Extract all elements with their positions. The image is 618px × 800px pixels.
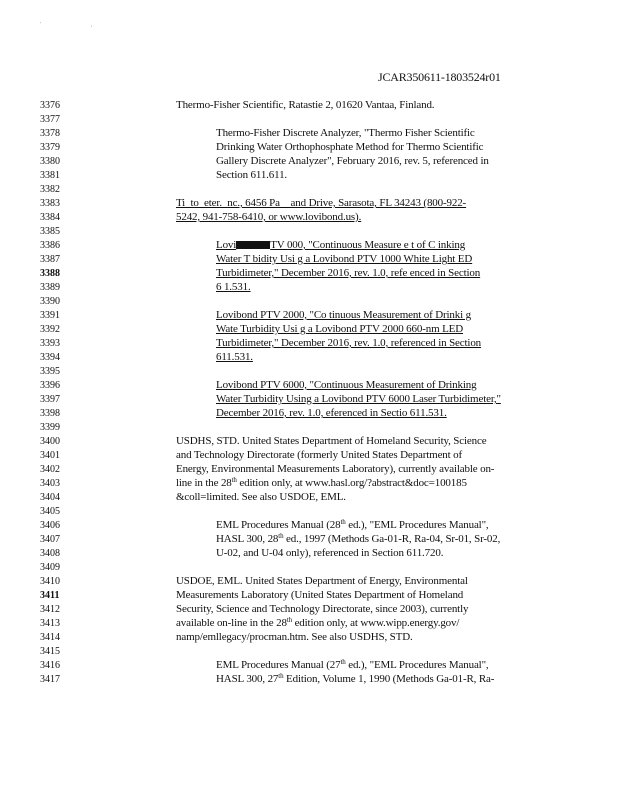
- line-3405: [0, 505, 618, 518]
- line-text: [216, 519, 489, 532]
- line-text-part: line in the 28: [176, 477, 232, 489]
- line-text: [216, 659, 489, 672]
- line-3392: [0, 323, 618, 336]
- line-3383: [0, 197, 618, 210]
- line-3417: [0, 673, 618, 686]
- line-text-part: Edition, Volume 1, 1990 (Methods Ga-01-R, Ra-: [283, 673, 495, 685]
- line-text: Lovibond PTV 2000, "Co tinuous Measurement of Drinki g: [216, 309, 471, 321]
- line-text: [176, 617, 459, 630]
- superscript: th: [278, 672, 284, 680]
- superscript: th: [278, 532, 284, 540]
- superscript: th: [340, 518, 346, 526]
- line-3393: [0, 337, 618, 350]
- line-text-part: ed.), "EML Procedures Manual",: [345, 519, 489, 531]
- line-number: 3412: [40, 604, 60, 615]
- line-text: Turbidimeter," December 2016, rev. 1.0, referenced in Section: [216, 337, 482, 349]
- line-number: 3386: [40, 240, 60, 251]
- line-text: Section 611.611.: [216, 169, 288, 181]
- line-text: Gallery Discrete Analyzer", February 2016, rev. 5, referenced in: [216, 155, 489, 167]
- line-text: USDOE, EML. United States Department of Energy, Environmental: [176, 575, 468, 587]
- line-number: 3417: [40, 674, 60, 685]
- line-text-part: EML Procedures Manual (27: [216, 659, 341, 671]
- line-text: Thermo-Fisher Discrete Analyzer, "Thermo Fisher Scientific: [216, 127, 475, 139]
- line-text: Water Turbidity Using a Lovibond PTV 6000 Laser Turbidimeter,": [216, 393, 501, 405]
- line-text-part: HASL 300, 28: [216, 533, 279, 545]
- line-number: 3392: [40, 324, 60, 335]
- line-text: December 2016, rev. 1.0, eferenced in Sectio 611.531.: [216, 407, 447, 419]
- line-text: 5242, 941-758-6410, or www.lovibond.us).: [176, 211, 362, 223]
- line-3411: [0, 589, 618, 602]
- line-text-part: ed., 1997 (Methods Ga-01-R, Ra-04, Sr-01, Sr-02,: [283, 533, 501, 545]
- document-id: JCAR350611-1803524r01: [378, 70, 501, 84]
- line-number: 3376: [40, 100, 60, 111]
- line-number: 3406: [40, 520, 60, 531]
- line-number: 3398: [40, 408, 60, 419]
- line-text: Thermo-Fisher Scientific, Ratastie 2, 01620 Vantaa, Finland.: [176, 99, 435, 111]
- line-3401: [0, 449, 618, 462]
- line-number: 3415: [40, 646, 60, 657]
- line-number: 3380: [40, 156, 60, 167]
- superscript: th: [231, 476, 237, 484]
- line-text: U-02, and U-04 only), referenced in Section 611.720.: [216, 547, 444, 559]
- line-3379: [0, 141, 618, 154]
- line-text-part: available on-line in the 28: [176, 617, 287, 629]
- line-3386: [0, 239, 618, 252]
- line-3408: [0, 547, 618, 560]
- scan-marks: ' ,: [40, 22, 117, 28]
- line-text: Wate Turbidity Usi g a Lovibond PTV 2000 660-nm LED: [216, 323, 464, 335]
- line-number: 3387: [40, 254, 60, 265]
- line-text: 6 1.531.: [216, 281, 251, 293]
- line-number: 3379: [40, 142, 60, 153]
- line-3398: [0, 407, 618, 420]
- line-number: 3389: [40, 282, 60, 293]
- line-3390: [0, 295, 618, 308]
- superscript: th: [340, 658, 346, 666]
- line-3384: [0, 211, 618, 224]
- line-3396: [0, 379, 618, 392]
- line-3406: [0, 519, 618, 532]
- line-text: Security, Science and Technology Directorate, since 2003), currently: [176, 603, 469, 615]
- line-text: [216, 533, 500, 546]
- line-3389: [0, 281, 618, 294]
- line-text: namp/emllegacy/procman.htm. See also USDHS, STD.: [176, 631, 413, 643]
- line-text: Turbidimeter," December 2016, rev. 1.0, refe enced in Section: [216, 267, 481, 279]
- line-number: 3384: [40, 212, 60, 223]
- line-3394: [0, 351, 618, 364]
- line-text-part: HASL 300, 27: [216, 673, 279, 685]
- line-3400: [0, 435, 618, 448]
- line-text-part: EML Procedures Manual (28: [216, 519, 341, 531]
- line-3415: [0, 645, 618, 658]
- line-number: 3404: [40, 492, 60, 503]
- line-number: 3383: [40, 198, 60, 209]
- line-number: 3410: [40, 576, 60, 587]
- line-3377: [0, 113, 618, 126]
- line-3404: [0, 491, 618, 504]
- line-3376: [0, 99, 618, 112]
- line-3380: [0, 155, 618, 168]
- line-text: [176, 477, 467, 490]
- line-text: &coll=limited. See also USDOE, EML.: [176, 491, 346, 503]
- line-text: Lovibond PTV 6000, "Continuous Measurement of Drinking: [216, 379, 477, 391]
- line-number: 3377: [40, 114, 60, 125]
- line-3402: [0, 463, 618, 476]
- line-text: [216, 673, 494, 686]
- line-number: 3385: [40, 226, 60, 237]
- line-number: 3413: [40, 618, 60, 629]
- line-3410: [0, 575, 618, 588]
- superscript: th: [286, 616, 292, 624]
- line-number: 3397: [40, 394, 60, 405]
- line-number: 3401: [40, 450, 60, 461]
- line-number: 3416: [40, 660, 60, 671]
- line-number: 3407: [40, 534, 60, 545]
- line-text-part: edition only, at www.wipp.energy.gov/: [291, 617, 460, 629]
- line-3407: [0, 533, 618, 546]
- line-number: 3388: [40, 268, 60, 279]
- line-3388: [0, 267, 618, 280]
- line-number: 3396: [40, 380, 60, 391]
- line-text-part: Lovi: [216, 239, 237, 251]
- line-text: and Technology Directorate (formerly United States Department of: [176, 449, 463, 461]
- line-3403: [0, 477, 618, 490]
- line-3409: [0, 561, 618, 574]
- line-number: 3408: [40, 548, 60, 559]
- line-number: 3414: [40, 632, 60, 643]
- line-3414: [0, 631, 618, 644]
- line-number: 3411: [40, 590, 60, 601]
- line-3412: [0, 603, 618, 616]
- line-number: 3409: [40, 562, 60, 573]
- line-number: 3382: [40, 184, 60, 195]
- line-number: 3403: [40, 478, 60, 489]
- line-text: Ti_to_eter._nc., 6456 Pa__and Drive, Sarasota, FL 34243 (800-922-: [176, 197, 467, 209]
- line-3391: [0, 309, 618, 322]
- line-text: Measurements Laboratory (United States Department of Homeland: [176, 589, 464, 601]
- line-text: [216, 239, 465, 252]
- line-text-part: edition only, at www.hasl.org/?abstract&doc=100185: [236, 477, 467, 489]
- line-number: 3394: [40, 352, 60, 363]
- line-text: Water T bidity Usi g a Lovibond PTV 1000 White Light ED: [216, 253, 473, 265]
- line-text: Drinking Water Orthophosphate Method for Thermo Scientific: [216, 141, 484, 153]
- line-3395: [0, 365, 618, 378]
- line-text-part: TV 000, "Continuous Measure e t of C inking: [270, 239, 466, 251]
- line-number: 3400: [40, 436, 60, 447]
- line-number: 3391: [40, 310, 60, 321]
- line-number: 3395: [40, 366, 60, 377]
- line-number: 3402: [40, 464, 60, 475]
- line-text-part: ed.), "EML Procedures Manual",: [345, 659, 489, 671]
- line-3397: [0, 393, 618, 406]
- line-text: 611.531.: [216, 351, 253, 363]
- line-number: 3378: [40, 128, 60, 139]
- line-3382: [0, 183, 618, 196]
- line-3416: [0, 659, 618, 672]
- line-3413: [0, 617, 618, 630]
- line-3387: [0, 253, 618, 266]
- line-number: 3399: [40, 422, 60, 433]
- line-3385: [0, 225, 618, 238]
- line-3378: [0, 127, 618, 140]
- redaction-mark: [236, 241, 270, 249]
- line-text: Energy, Environmental Measurements Laboratory), currently available on-: [176, 463, 495, 475]
- line-number: 3405: [40, 506, 60, 517]
- line-3381: [0, 169, 618, 182]
- line-number: 3381: [40, 170, 60, 181]
- line-number: 3393: [40, 338, 60, 349]
- line-number: 3390: [40, 296, 60, 307]
- line-text: USDHS, STD. United States Department of Homeland Security, Science: [176, 435, 487, 447]
- line-3399: [0, 421, 618, 434]
